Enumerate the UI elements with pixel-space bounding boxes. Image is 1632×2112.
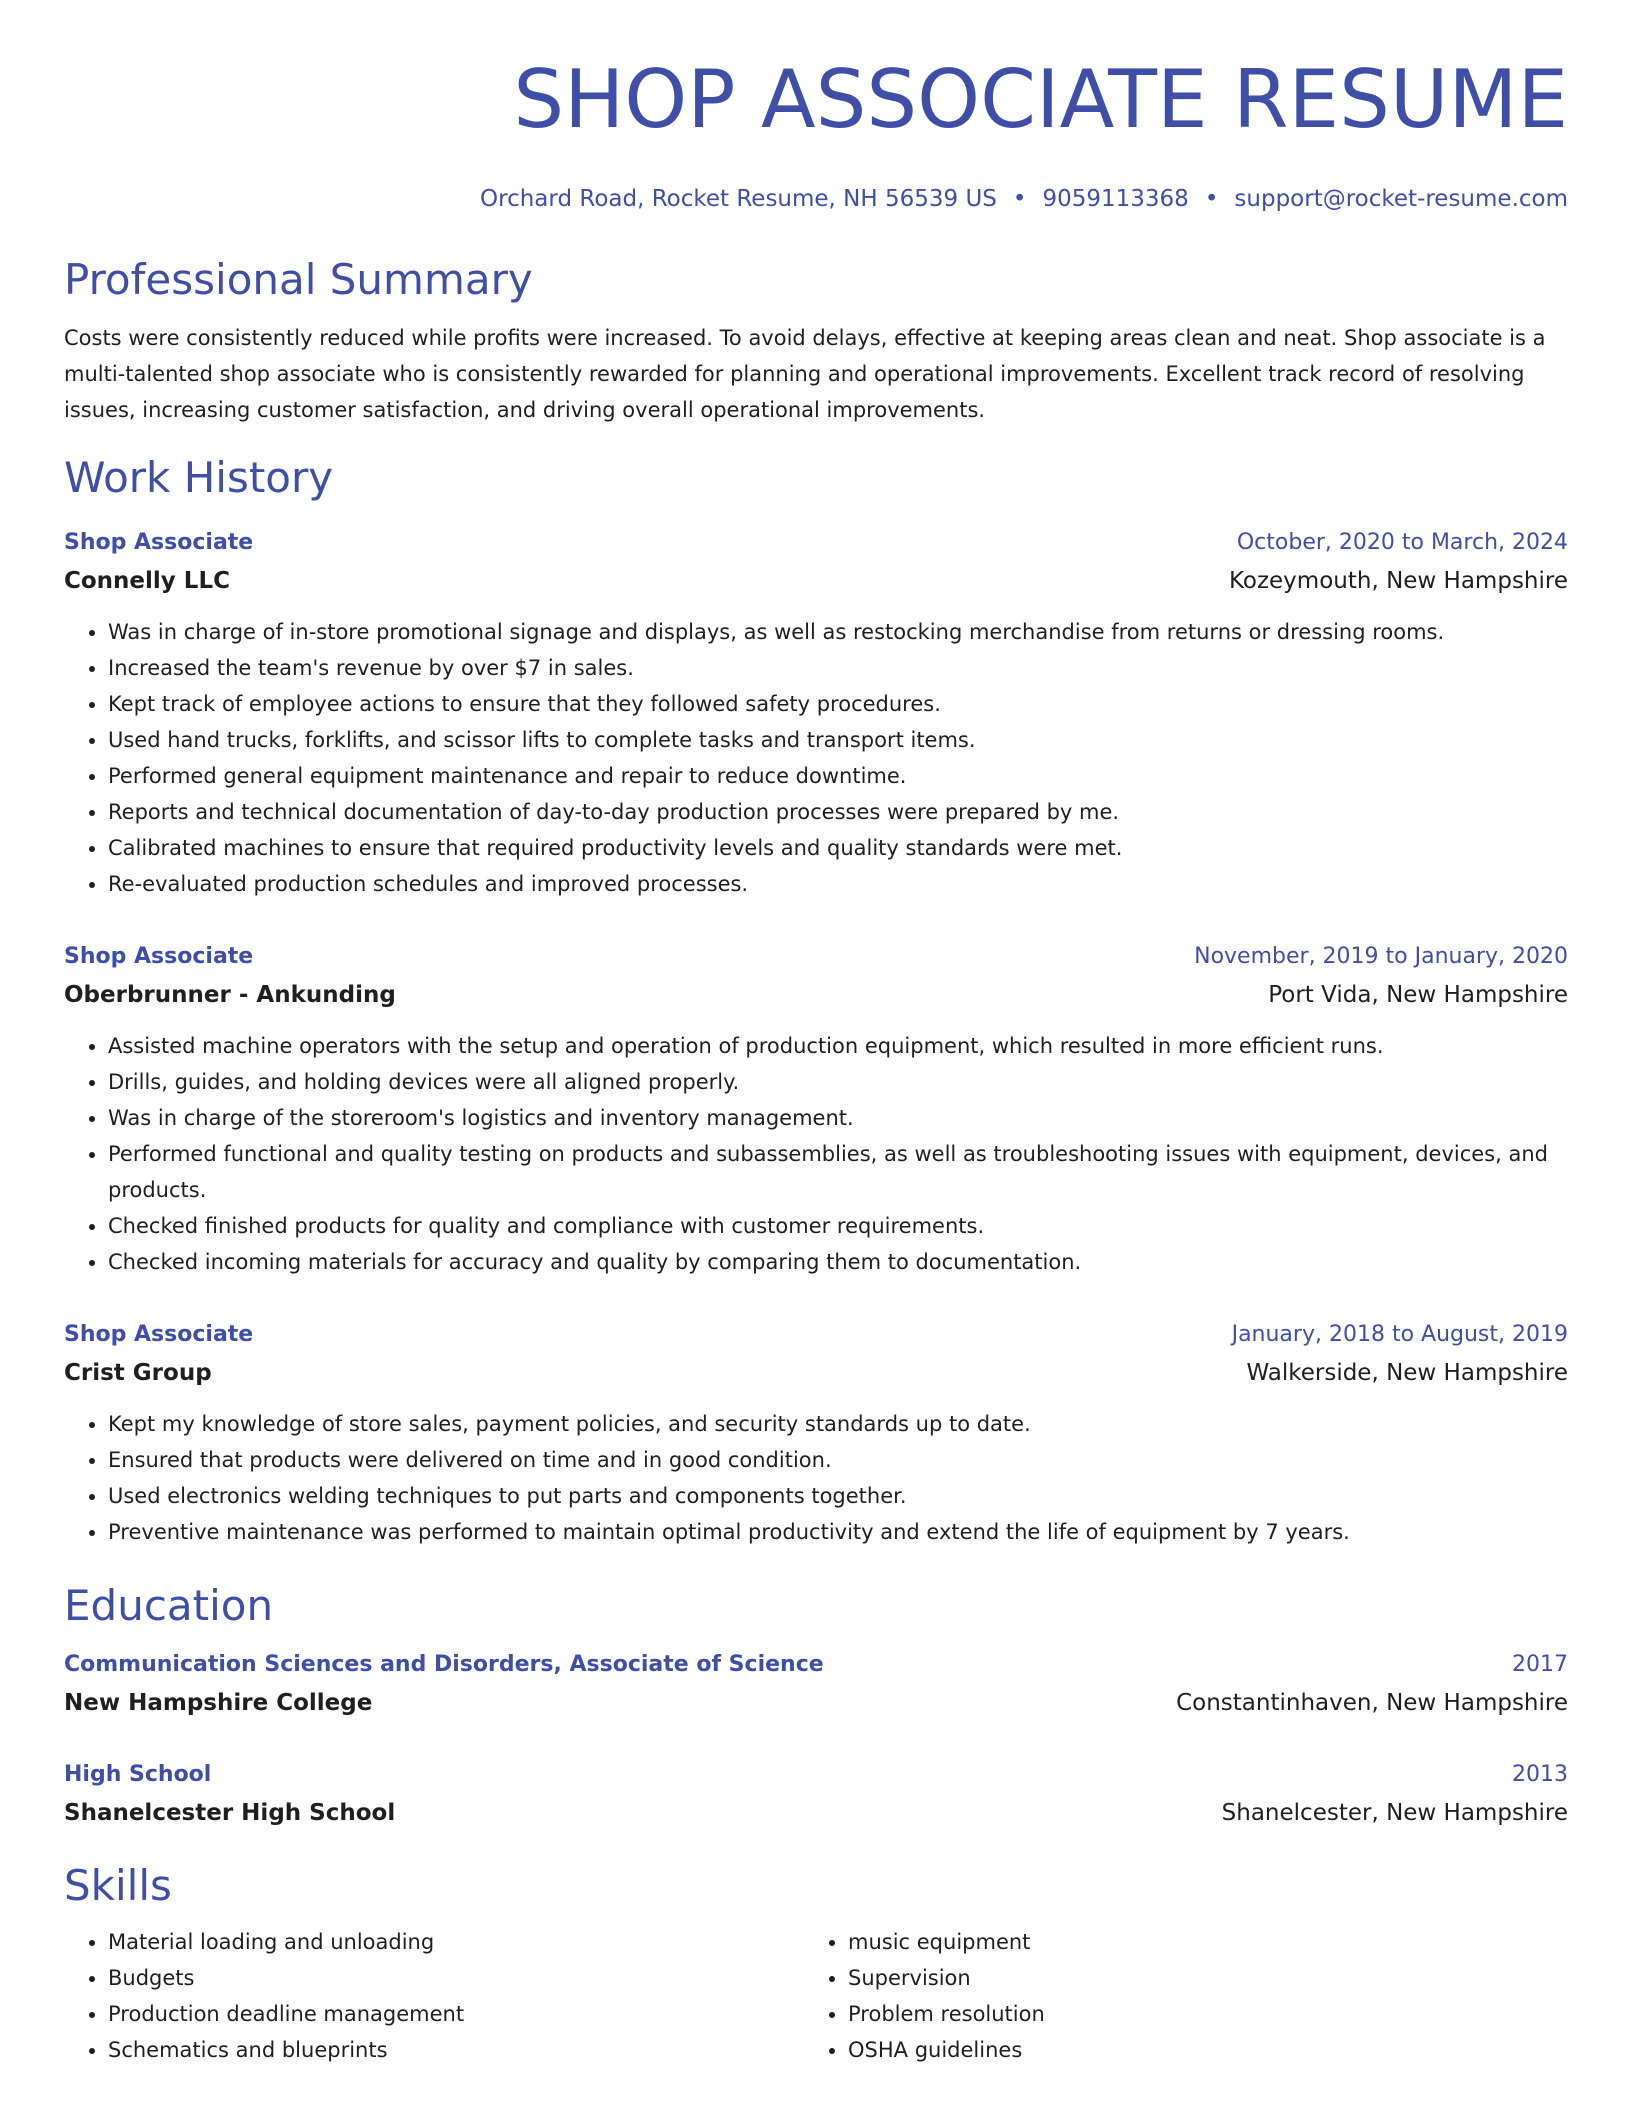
- skill-item: • Material loading and unloading: [108, 1924, 804, 1960]
- education-heading: Education: [64, 1581, 274, 1630]
- education-entry: [64, 1646, 1568, 1722]
- list-item: • Preventive maintenance was performed to maintain optimal productivity and extend the life of equipment by 7 years.: [108, 1514, 1568, 1550]
- list-item: • Increased the team's revenue by over $7 in sales.: [108, 650, 1568, 686]
- job-role: Shop Associate: [64, 1322, 254, 1347]
- job-company: Oberbrunner - Ankunding: [64, 982, 396, 1008]
- skill-item: • Problem resolution: [848, 1996, 1544, 2032]
- list-item: • Checked incoming materials for accuracy and quality by comparing them to documentation.: [108, 1244, 1568, 1280]
- list-item: • Drills, guides, and holding devices were all aligned properly.: [108, 1064, 1568, 1100]
- job-role: Shop Associate: [64, 944, 254, 969]
- skills-column-left: [64, 1924, 804, 2068]
- separator-dot: •: [1012, 186, 1027, 212]
- skill-item: • Schematics and blueprints: [108, 2032, 804, 2068]
- education-degree: High School: [64, 1762, 212, 1787]
- list-item: • Calibrated machines to ensure that required productivity levels and quality standards were met.: [108, 830, 1568, 866]
- job-bullets: [64, 1406, 1568, 1550]
- list-item: • Was in charge of in-store promotional signage and displays, as well as restocking merchandise from returns or dressing rooms.: [108, 614, 1568, 650]
- summary-text: Costs were consistently reduced while profits were increased. To avoid delays, effective at keeping areas clean and neat. Shop associate is a multi-talented shop associate who is consistently rewarded for planning and operational improvements. Excellent track record of resolving issues, increasing customer satisfaction, and driving overall operational improvements.: [64, 326, 1546, 422]
- list-item: • Re-evaluated production schedules and improved processes.: [108, 866, 1568, 902]
- job-entry: [64, 938, 1568, 1280]
- list-item: • Checked finished products for quality and compliance with customer requirements.: [108, 1208, 1568, 1244]
- contact-address: Orchard Road, Rocket Resume, NH 56539 US: [480, 186, 997, 212]
- list-item: • Kept track of employee actions to ensure that they followed safety procedures.: [108, 686, 1568, 722]
- job-bullets: [64, 1028, 1568, 1280]
- education-entry: [64, 1756, 1568, 1832]
- job-company: Crist Group: [64, 1360, 212, 1386]
- list-item: • Performed functional and quality testing on products and subassemblies, as well as troubleshooting issues with equipment, devices, and products.: [108, 1136, 1568, 1208]
- job-entry: [64, 1316, 1568, 1550]
- job-dates: January, 2018 to August, 2019: [1231, 1322, 1568, 1347]
- job-dates: November, 2019 to January, 2020: [1194, 944, 1568, 969]
- skill-item: • Budgets: [108, 1960, 804, 1996]
- list-item: • Reports and technical documentation of day-to-day production processes were prepared by me.: [108, 794, 1568, 830]
- list-item: • Was in charge of the storeroom's logistics and inventory management.: [108, 1100, 1568, 1136]
- skills-heading: Skills: [64, 1861, 172, 1910]
- list-item: • Used electronics welding techniques to put parts and components together.: [108, 1478, 1568, 1514]
- work-history-heading: Work History: [64, 453, 334, 502]
- list-item: • Performed general equipment maintenance and repair to reduce downtime.: [108, 758, 1568, 794]
- job-role: Shop Associate: [64, 530, 254, 555]
- contact-phone: 9059113368: [1042, 186, 1189, 212]
- skills-column-right: [804, 1924, 1544, 2068]
- education-school: Shanelcester High School: [64, 1800, 396, 1826]
- job-entry: [64, 524, 1568, 902]
- summary-heading: Professional Summary: [64, 255, 533, 304]
- education-degree: Communication Sciences and Disorders, Associate of Science: [64, 1652, 824, 1677]
- education-year: 2013: [1512, 1762, 1568, 1787]
- skill-item: • OSHA guidelines: [848, 2032, 1544, 2068]
- list-item: • Used hand trucks, forklifts, and scissor lifts to complete tasks and transport items.: [108, 722, 1568, 758]
- resume-header: [64, 52, 1568, 214]
- contact-line: [64, 184, 1568, 214]
- job-location: Kozeymouth, New Hampshire: [1228, 568, 1568, 594]
- job-location: Walkerside, New Hampshire: [1246, 1360, 1568, 1386]
- list-item: • Kept my knowledge of store sales, payment policies, and security standards up to date.: [108, 1406, 1568, 1442]
- job-company: Connelly LLC: [64, 568, 230, 594]
- list-item: • Assisted machine operators with the setup and operation of production equipment, which resulted in more efficient runs.: [108, 1028, 1568, 1064]
- skills-list: [64, 1924, 1568, 2068]
- skill-item: • music equipment: [848, 1924, 1544, 1960]
- contact-email: support@rocket-resume.com: [1234, 186, 1568, 212]
- skill-item: • Production deadline management: [108, 1996, 804, 2032]
- skill-item: • Supervision: [848, 1960, 1544, 1996]
- job-dates: October, 2020 to March, 2024: [1236, 530, 1568, 555]
- education-location: Constantinhaven, New Hampshire: [1176, 1690, 1568, 1716]
- separator-dot: •: [1204, 186, 1219, 212]
- resume-title: SHOP ASSOCIATE RESUME: [513, 53, 1568, 146]
- job-location: Port Vida, New Hampshire: [1268, 982, 1568, 1008]
- education-location: Shanelcester, New Hampshire: [1221, 1800, 1568, 1826]
- job-bullets: [64, 614, 1568, 902]
- education-year: 2017: [1512, 1652, 1568, 1677]
- education-school: New Hampshire College: [64, 1690, 373, 1716]
- list-item: • Ensured that products were delivered on time and in good condition.: [108, 1442, 1568, 1478]
